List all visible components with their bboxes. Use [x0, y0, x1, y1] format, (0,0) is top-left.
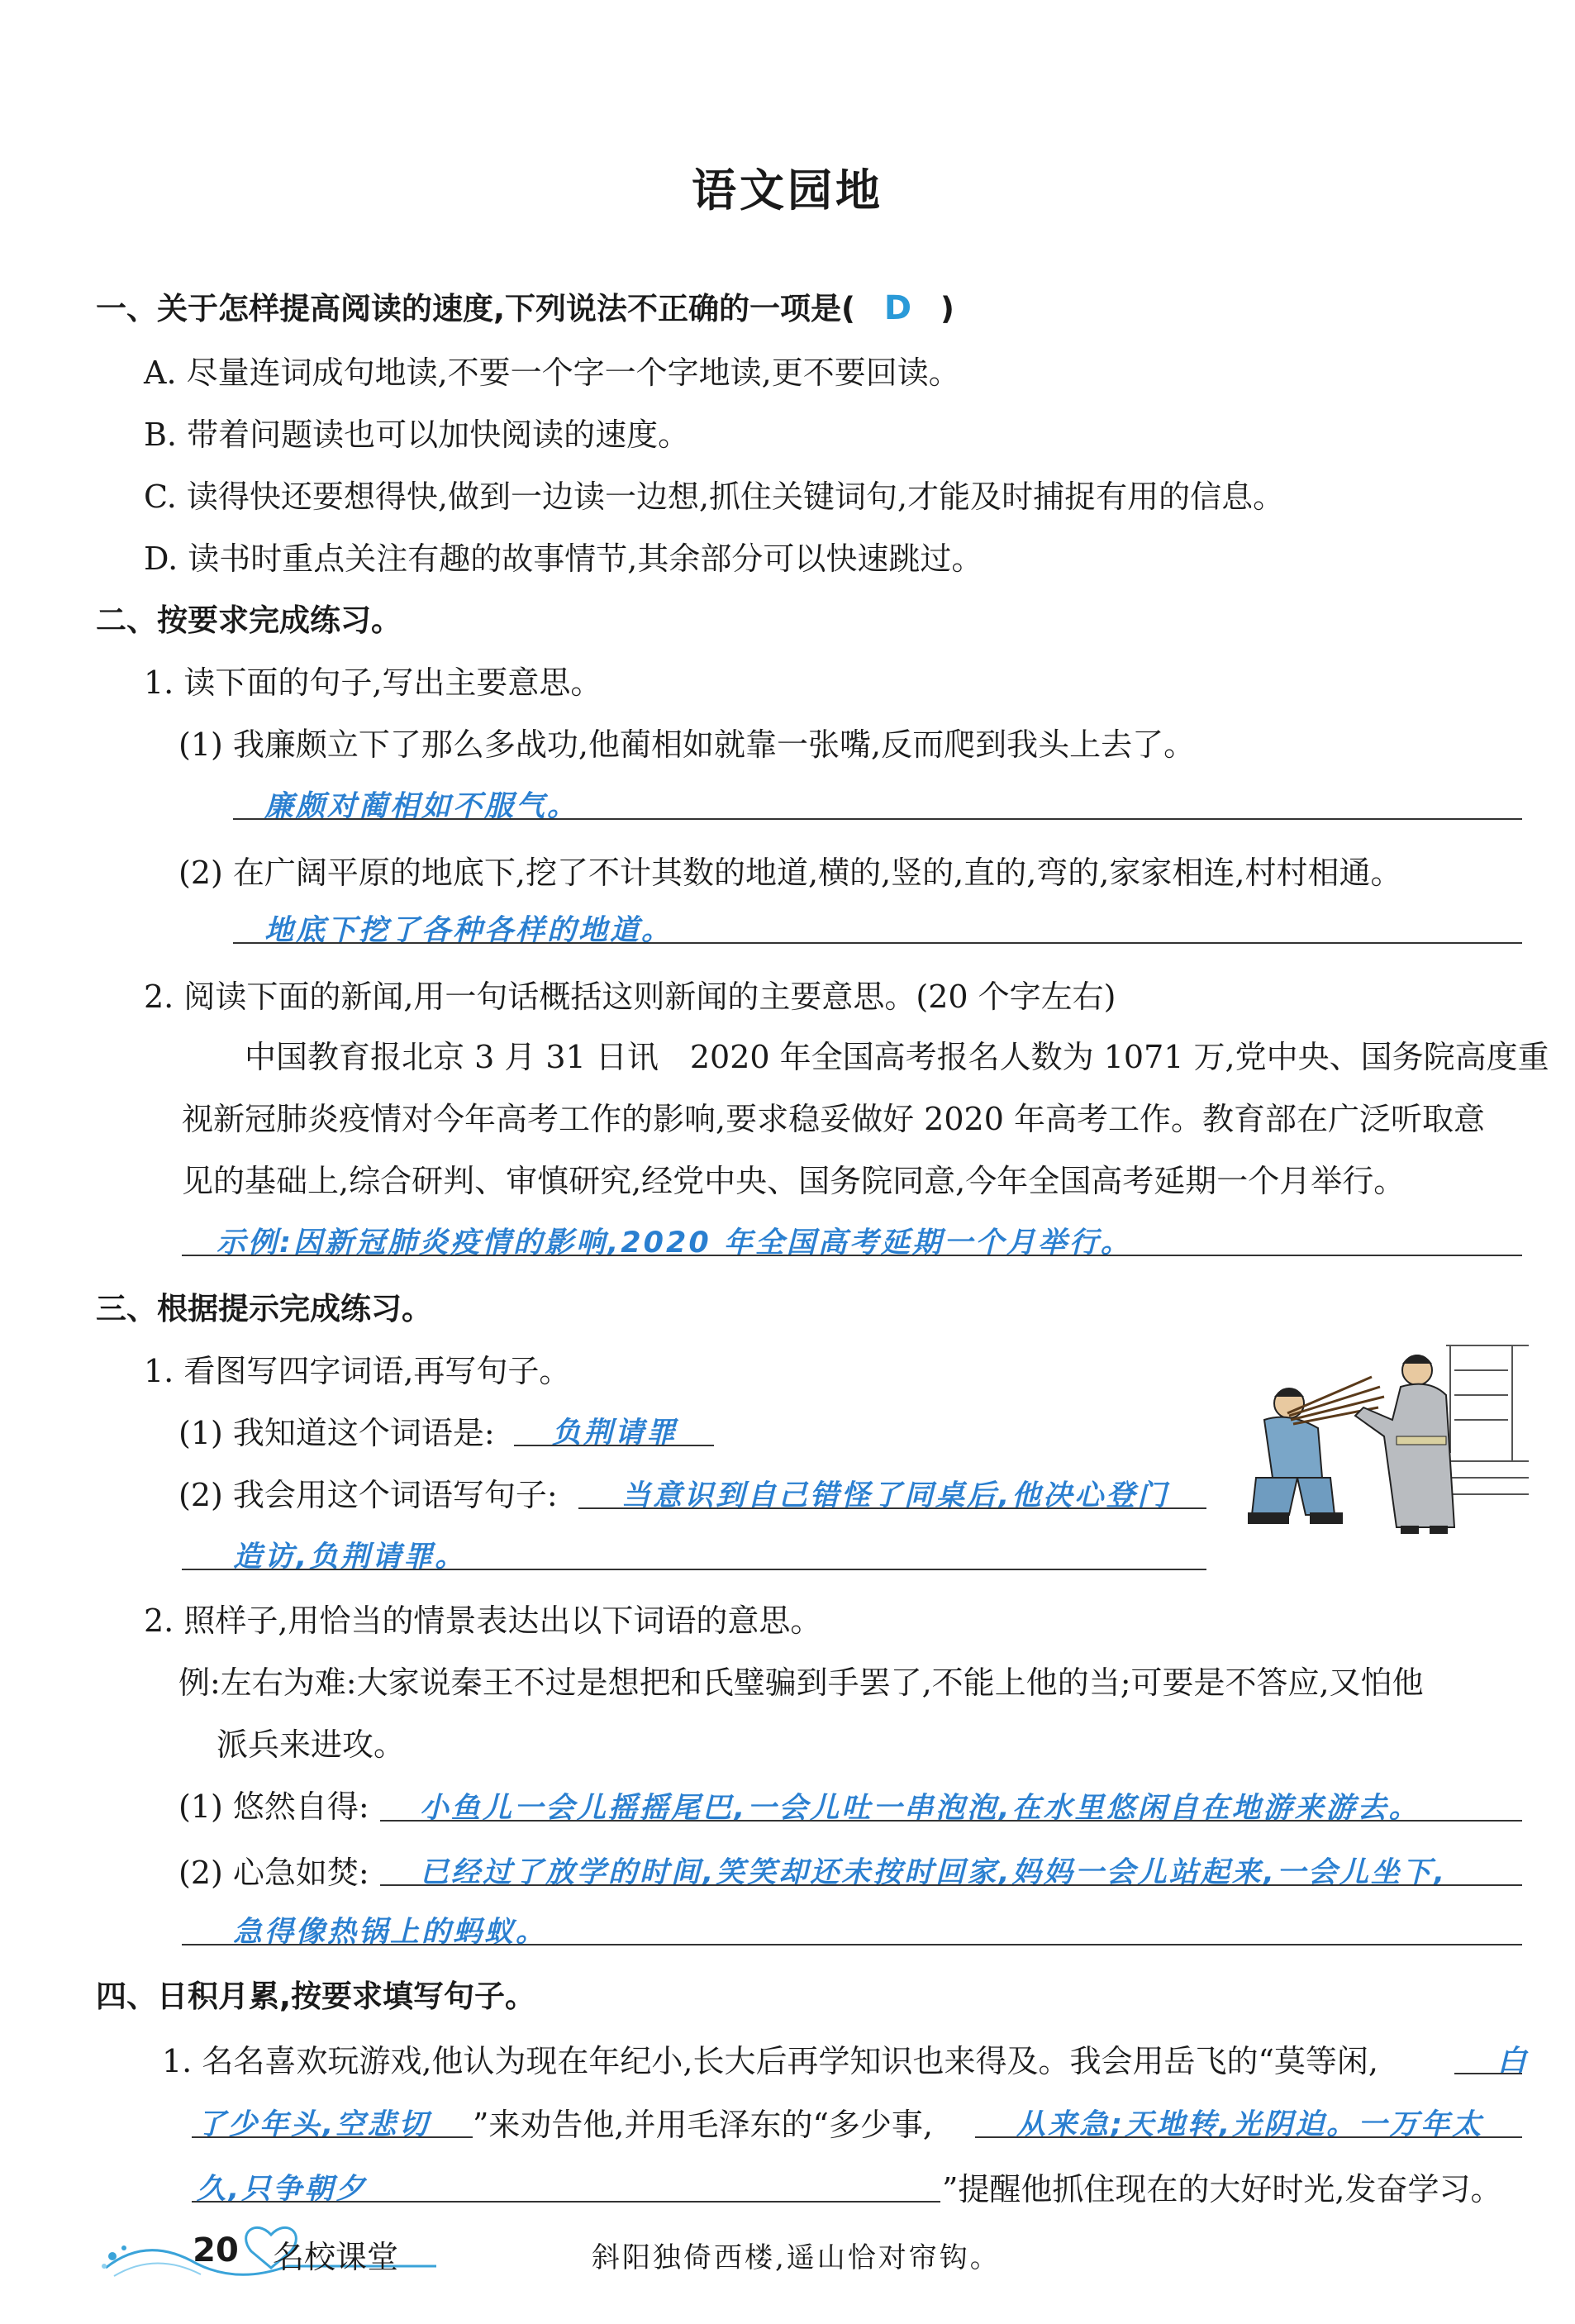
q3-answer-1: 负荆请罪	[552, 1417, 678, 1450]
q1-stem	[96, 283, 954, 328]
q4-answer-1-part2: 了少年头,空悲切	[197, 2108, 431, 2141]
q3-answer-4-line2: 急得像热锅上的蚂蚁。	[233, 1916, 548, 1949]
q2-answer-3: 示例:因新冠肺炎疫情的影响,2020 年全国高考延期一个月举行。	[217, 1226, 1132, 1260]
answer-line	[182, 1255, 1522, 1256]
q2-answer-1: 廉颇对蔺相如不服气。	[264, 790, 579, 823]
q3-answer-2-line2: 造访,负荆请罪。	[233, 1541, 467, 1574]
answer-line	[233, 818, 1522, 820]
q4-mid-text: ”来劝告他,并用毛泽东的“多少事,	[473, 2107, 934, 2143]
q3-answer-4-line1: 已经过了放学的时间,笑笑却还未按时回家,妈妈一会儿站起来,一会儿坐下,	[420, 1856, 1448, 1889]
news-line-1: 中国教育报北京 3 月 31 日讯 2020 年全国高考报名人数为 1071 万,党中央、国务院高度重	[245, 1039, 1549, 1075]
q2-answer-2: 地底下挖了各种各样的地道。	[264, 914, 673, 947]
q4-answer-2-part1: 从来急;天地转,光阴迫。一万年太	[1016, 2108, 1484, 2141]
answer-line	[182, 1569, 1206, 1570]
q3-answer-3: 小鱼儿一会儿摇摇尾巴,一会儿吐一串泡泡,在水里悠闲自在地游来游去。	[420, 1792, 1420, 1825]
q3-prompt-4: (2) 心急如焚:	[178, 1855, 369, 1891]
q3-prompt-1: (1) 我知道这个词语是:	[178, 1415, 495, 1451]
q1-option-a: A. 尽量连词成句地读,不要一个字一个字地读,更不要回读。	[144, 355, 960, 391]
answer-line	[192, 2201, 940, 2203]
answer-line	[192, 2136, 473, 2138]
answer-line	[1454, 2073, 1522, 2074]
q1-option-b: B. 带着问题读也可以加快阅读的速度。	[144, 417, 690, 453]
q2-sentence-1: (1) 我廉颇立下了那么多战功,他蔺相如就靠一张嘴,反而爬到我头上去了。	[178, 726, 1196, 763]
q4-answer-1-part1: 白	[1497, 2045, 1530, 2078]
q3-prompt-3: (1) 悠然自得:	[178, 1788, 369, 1825]
answer-line	[380, 1884, 1522, 1886]
answer-line	[578, 1507, 1206, 1509]
page-number: 20	[193, 2231, 239, 2269]
q3-sub2: 2. 照样子,用恰当的情景表达出以下词语的意思。	[144, 1603, 822, 1639]
news-line-2: 视新冠肺炎疫情对今年高考工作的影响,要求稳妥做好 2020 年高考工作。教育部在广泛听取意	[182, 1101, 1485, 1137]
brand-name: 名校课堂	[273, 2239, 399, 2275]
answer-line	[233, 942, 1522, 944]
q3-answer-2-line1: 当意识到自己错怪了同桌后,他决心登门	[621, 1479, 1169, 1512]
q2-sentence-2: (2) 在广阔平原的地底下,挖了不计其数的地道,横的,竖的,直的,弯的,家家相连,村村相通。	[178, 855, 1402, 891]
q3-sub1: 1. 看图写四字词语,再写句子。	[144, 1353, 571, 1389]
example-line-1: 例:左右为难:大家说秦王不过是想把和氏璧骗到手罢了,不能上他的当;可要是不答应,又怕他	[178, 1664, 1424, 1701]
q4-end-text: ”提醒他抓住现在的大好时光,发奋学习。	[942, 2171, 1502, 2207]
footer-quote: 斜阳独倚西楼,遥山恰对帘钩。	[592, 2241, 1001, 2274]
q1-stem-pre: 一、关于怎样提高阅读的速度,下列说法不正确的一项是(	[96, 291, 855, 326]
q4-heading: 四、日积月累,按要求填写句子。	[96, 1979, 536, 2014]
illustration-image	[1240, 1337, 1537, 1536]
answer-line	[975, 2136, 1522, 2138]
q1-stem-post: )	[940, 291, 954, 326]
q3-heading: 三、根据提示完成练习。	[96, 1291, 432, 1326]
q1-option-d: D. 读书时重点关注有趣的故事情节,其余部分可以快速跳过。	[144, 541, 983, 577]
answer-line	[514, 1445, 714, 1446]
q1-option-c: C. 读得快还要想得快,做到一边读一边想,抓住关键词句,才能及时捕捉有用的信息。	[144, 479, 1285, 515]
page-title: 语文园地	[692, 164, 883, 217]
q3-prompt-2: (2) 我会用这个词语写句子:	[178, 1477, 558, 1513]
q1-answer: D	[883, 289, 912, 327]
example-line-2: 派兵来进攻。	[217, 1726, 406, 1763]
answer-line	[380, 1820, 1522, 1822]
news-line-3: 见的基础上,综合研判、审慎研究,经党中央、国务院同意,今年全国高考延期一个月举行。	[182, 1163, 1406, 1199]
q4-line-1: 1. 名名喜欢玩游戏,他认为现在年纪小,长大后再学知识也来得及。我会用岳飞的“莫等闲,	[162, 2043, 1379, 2079]
q4-answer-2-part2: 久,只争朝夕	[197, 2173, 368, 2206]
answer-line	[182, 1944, 1522, 1945]
q2-sub1: 1. 读下面的句子,写出主要意思。	[144, 664, 602, 701]
q2-heading: 二、按要求完成练习。	[96, 602, 402, 638]
q2-sub2: 2. 阅读下面的新闻,用一句话概括这则新闻的主要意思。(20 个字左右)	[144, 979, 1116, 1015]
